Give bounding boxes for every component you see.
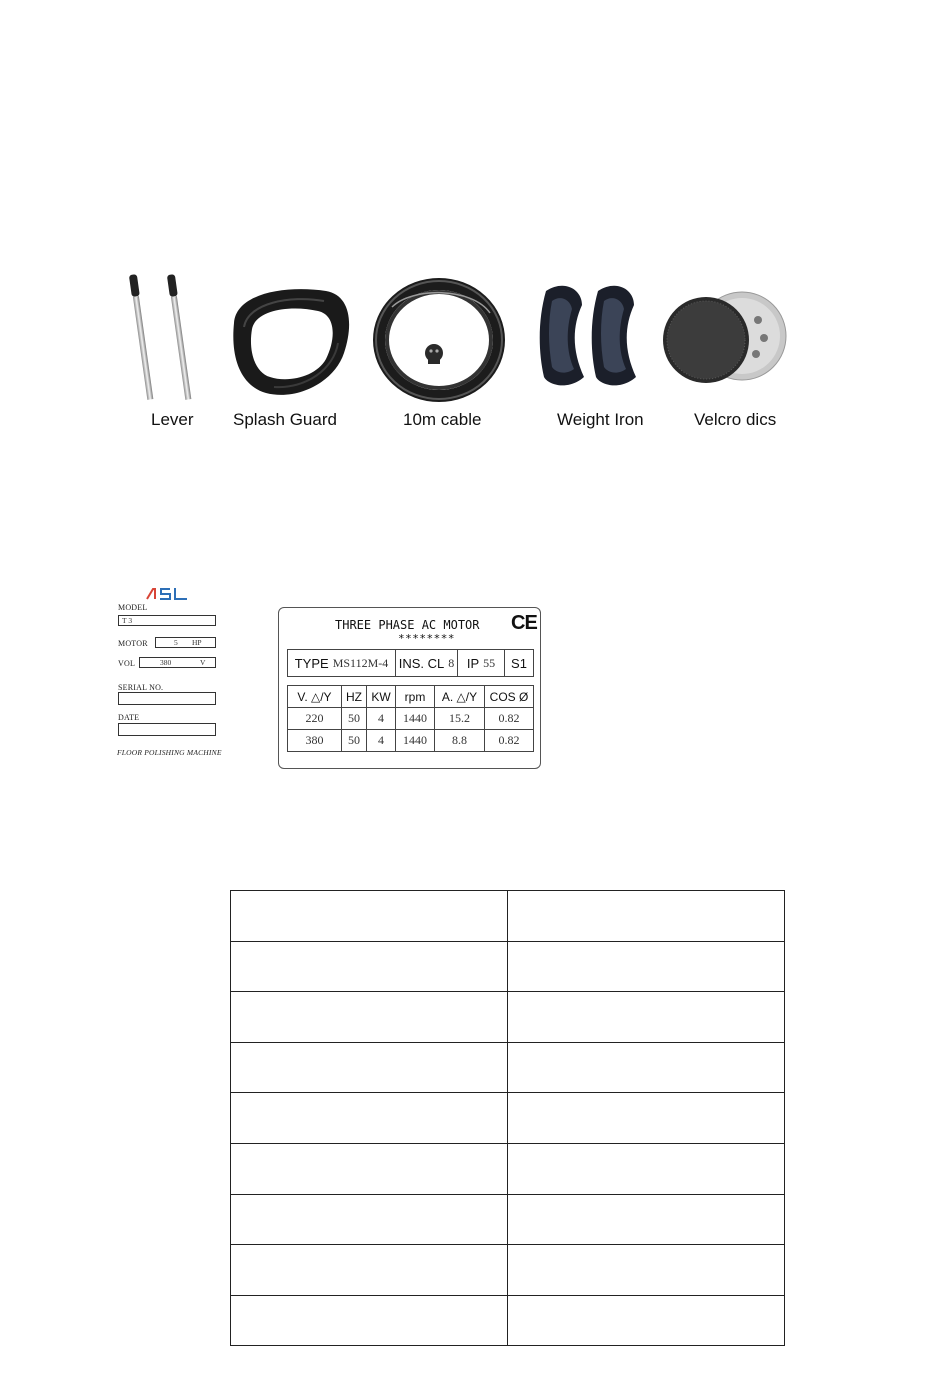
model-field: [118, 615, 216, 626]
cell-cos: 0.82: [485, 730, 534, 752]
cell-hz: 50: [342, 708, 367, 730]
header-voltage: V. △/Y: [288, 686, 342, 708]
motor-rating-header-row: [288, 686, 534, 708]
motor-value: 5: [174, 638, 178, 647]
duty-cell: [505, 650, 533, 676]
date-field: [118, 723, 216, 736]
empty-table-cell: [231, 1295, 508, 1346]
vol-field: [139, 657, 216, 668]
empty-table-cell: [231, 1245, 508, 1296]
motor-spec-row: [287, 649, 534, 677]
empty-table-cell: [508, 1042, 785, 1093]
empty-table-cell: [231, 992, 508, 1043]
header-cos: COS Ø: [485, 686, 534, 708]
ip-value: 55: [483, 655, 496, 670]
empty-table-cell: [231, 1194, 508, 1245]
header-hz: HZ: [342, 686, 367, 708]
empty-table-row: [231, 891, 785, 942]
type-cell: [288, 650, 396, 676]
motor-plate: [278, 607, 541, 769]
duty-value: S1: [511, 655, 527, 671]
vol-label: VOL: [118, 659, 136, 668]
serial-field: [118, 692, 216, 705]
empty-table-cell: [508, 1194, 785, 1245]
empty-table-cell: [508, 1245, 785, 1296]
empty-table-cell: [508, 1295, 785, 1346]
motor-field: [155, 637, 216, 648]
motor-plate-stars: ********: [398, 632, 455, 645]
ins-cell: [396, 650, 458, 676]
cell-kw: 4: [367, 708, 396, 730]
motor-unit: HP: [192, 638, 202, 647]
header-rpm: rpm: [396, 686, 435, 708]
cell-rpm: 1440: [396, 708, 435, 730]
empty-table-row: [231, 992, 785, 1043]
weight-iron-image: [538, 281, 648, 391]
header-kw: KW: [367, 686, 396, 708]
motor-plate-title: THREE PHASE AC MOTOR: [335, 618, 480, 632]
empty-table-row: [231, 1093, 785, 1144]
cell-voltage: 220: [288, 708, 342, 730]
ins-value: 8: [448, 655, 455, 670]
empty-table-cell: [231, 941, 508, 992]
model-label: MODEL: [118, 603, 148, 612]
cell-kw: 4: [367, 730, 396, 752]
empty-table-cell: [508, 1093, 785, 1144]
model-value: T 3: [122, 616, 133, 625]
empty-table-row: [231, 1194, 785, 1245]
cell-hz: 50: [342, 730, 367, 752]
type-label: TYPE: [294, 655, 329, 671]
ce-mark: CE: [511, 612, 537, 634]
splash-guard-image: [226, 283, 354, 401]
cell-voltage: 380: [288, 730, 342, 752]
velcro-disc-label: Velcro dics: [694, 410, 777, 429]
empty-table-row: [231, 941, 785, 992]
motor-label: MOTOR: [118, 639, 148, 648]
date-label: DATE: [118, 713, 140, 722]
splash-guard-label: Splash Guard: [233, 410, 337, 429]
motor-rating-row: [288, 730, 534, 752]
empty-table-row: [231, 1143, 785, 1194]
cable-label: 10m cable: [403, 410, 482, 429]
empty-table-cell: [231, 891, 508, 942]
motor-rating-table: [287, 685, 534, 752]
serial-label: SERIAL NO.: [118, 683, 164, 692]
cable-image: [372, 277, 506, 403]
ip-cell: [458, 650, 505, 676]
cell-amps: 8.8: [435, 730, 485, 752]
velcro-disc-image: [660, 290, 788, 386]
weight-iron-label: Weight Iron: [557, 410, 644, 429]
empty-table-cell: [508, 1143, 785, 1194]
empty-table: [230, 890, 785, 1346]
header-amps: A. △/Y: [435, 686, 485, 708]
lever-image: [128, 270, 218, 405]
ins-label: INS. CL: [398, 655, 445, 671]
vol-unit: V: [200, 658, 206, 667]
empty-table-cell: [508, 891, 785, 942]
motor-rating-row: [288, 708, 534, 730]
cell-cos: 0.82: [485, 708, 534, 730]
empty-table-row: [231, 1245, 785, 1296]
empty-table-cell: [231, 1143, 508, 1194]
nameplate-footer: FLOOR POLISHING MACHINE: [117, 748, 222, 757]
empty-table-row: [231, 1295, 785, 1346]
type-value: MS112M-4: [332, 655, 389, 670]
empty-table-cell: [231, 1042, 508, 1093]
empty-table-row: [231, 1042, 785, 1093]
lever-label: Lever: [151, 410, 194, 429]
empty-table-cell: [231, 1093, 508, 1144]
empty-table-cell: [508, 992, 785, 1043]
asl-logo: [146, 587, 188, 601]
cell-rpm: 1440: [396, 730, 435, 752]
vol-value: 380: [160, 658, 172, 667]
cell-amps: 15.2: [435, 708, 485, 730]
empty-table-cell: [508, 941, 785, 992]
ip-label: IP: [466, 655, 480, 671]
